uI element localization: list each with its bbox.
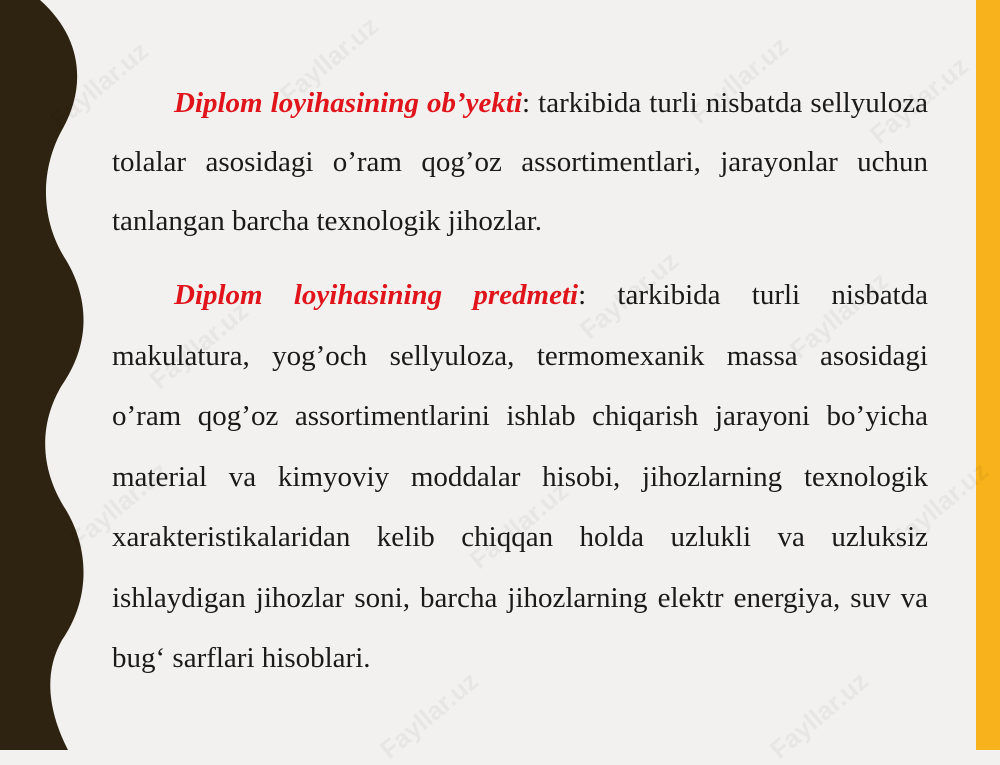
slide-body <box>112 74 928 703</box>
term-object: Diplom loyihasining ob’yekti <box>174 87 523 119</box>
paragraph-subject <box>112 265 928 689</box>
right-accent-band <box>976 0 1000 750</box>
left-wavy-band <box>0 0 90 750</box>
paragraph-object-text: : tarkibida turli nisbatda sellyuloza tolalar asosidagi o’ram qog’oz assortimentlari, jarayonlar uchun tanlangan barcha texnologik jihozlar. <box>112 87 928 237</box>
paragraph-subject-text: : tarkibida turli nisbatda makulatura, yog’och sellyuloza, termomexanik massa asosidagi o’ram qog’oz assortimentlarini ishlab chiqarish jarayoni bo’yicha material va kimyoviy moddalar hisobi, jihozlarning texnologik xarakteristikalaridan kelib chiqqan holda uzlukli va uzluksiz ishlaydigan jihozlar soni, barcha jihozlarning elektr energiya, suv va bug‘ sarflari hisoblari. <box>112 279 928 674</box>
term-subject: Diplom loyihasining predmeti <box>174 279 579 311</box>
paragraph-object <box>112 74 928 251</box>
